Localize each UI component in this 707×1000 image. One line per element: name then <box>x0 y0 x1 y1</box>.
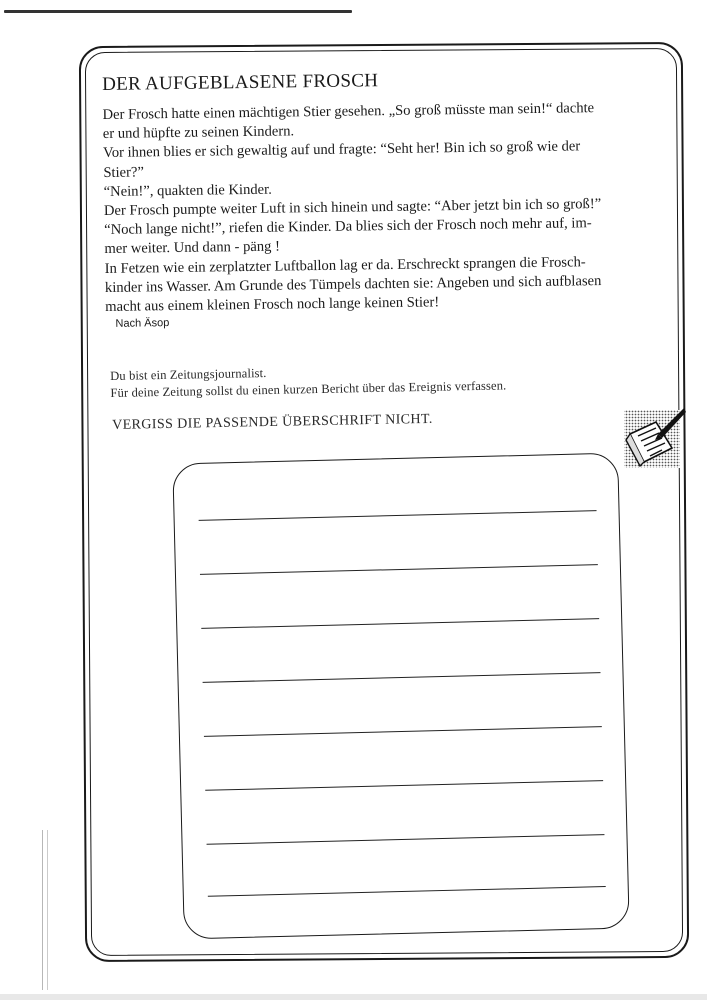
scan-bottom-edge <box>0 994 707 1000</box>
newspaper-pen-icon <box>622 404 688 472</box>
story-line: mer weiter. Und dann - päng ! <box>104 238 281 258</box>
headline-reminder: VERGISS DIE PASSENDE ÜBERSCHRIFT NICHT. <box>112 411 433 433</box>
writing-line[interactable] <box>203 672 601 683</box>
story-line: kinder ins Wasser. Am Grunde des Tümpels dachten sie: Angeben und sich aufblasen <box>104 272 602 296</box>
top-scan-rule <box>4 10 352 13</box>
story-line: Der Frosch hatte einen mächtigen Stier gesehen. „So groß müsste man sein!“ dachte <box>102 100 595 123</box>
worksheet-title: DER AUFGEBLASENE FROSCH <box>102 70 379 95</box>
answer-box[interactable] <box>172 453 629 940</box>
story-line: Stier?” <box>103 164 145 181</box>
writing-line[interactable] <box>204 726 602 737</box>
story-line: Vor ihnen blies er sich gewaltig auf und fragte: “Seht her! Bin ich so groß wie der <box>102 138 581 162</box>
story-line: Der Frosch pumpte weiter Luft in sich hinein und sagte: “Aber jetzt bin ich so groß!” <box>103 196 602 220</box>
story-line: “Noch lange nicht!”, riefen die Kinder. Da blies sich der Frosch noch mehr auf, im- <box>104 215 592 239</box>
story-section <box>102 66 684 330</box>
story-source: Nach Äsop <box>115 317 170 331</box>
story-line: In Fetzen wie ein zerplatzter Luftballon lag er da. Erschreckt sprangen die Frosch- <box>104 253 586 277</box>
writing-line[interactable] <box>208 886 606 897</box>
story-line: macht aus einem kleinen Frosch noch lange keinen Stier! <box>105 294 440 316</box>
story-line: er und hüpfte zu seinen Kindern. <box>102 123 295 143</box>
writing-line[interactable] <box>199 510 597 521</box>
writing-line[interactable] <box>207 834 605 845</box>
story-line: “Nein!”, quakten die Kinder. <box>103 181 272 200</box>
writing-line[interactable] <box>205 780 603 791</box>
story-text <box>102 98 683 317</box>
writing-line[interactable] <box>201 618 599 629</box>
task-line: Für deine Zeitung sollst du einen kurzen Bericht über das Ereignis verfassen. <box>110 378 507 400</box>
writing-line[interactable] <box>200 564 598 575</box>
scan-margin-mark <box>42 830 48 990</box>
task-line: Du bist ein Zeitungsjournalist. <box>110 365 267 383</box>
